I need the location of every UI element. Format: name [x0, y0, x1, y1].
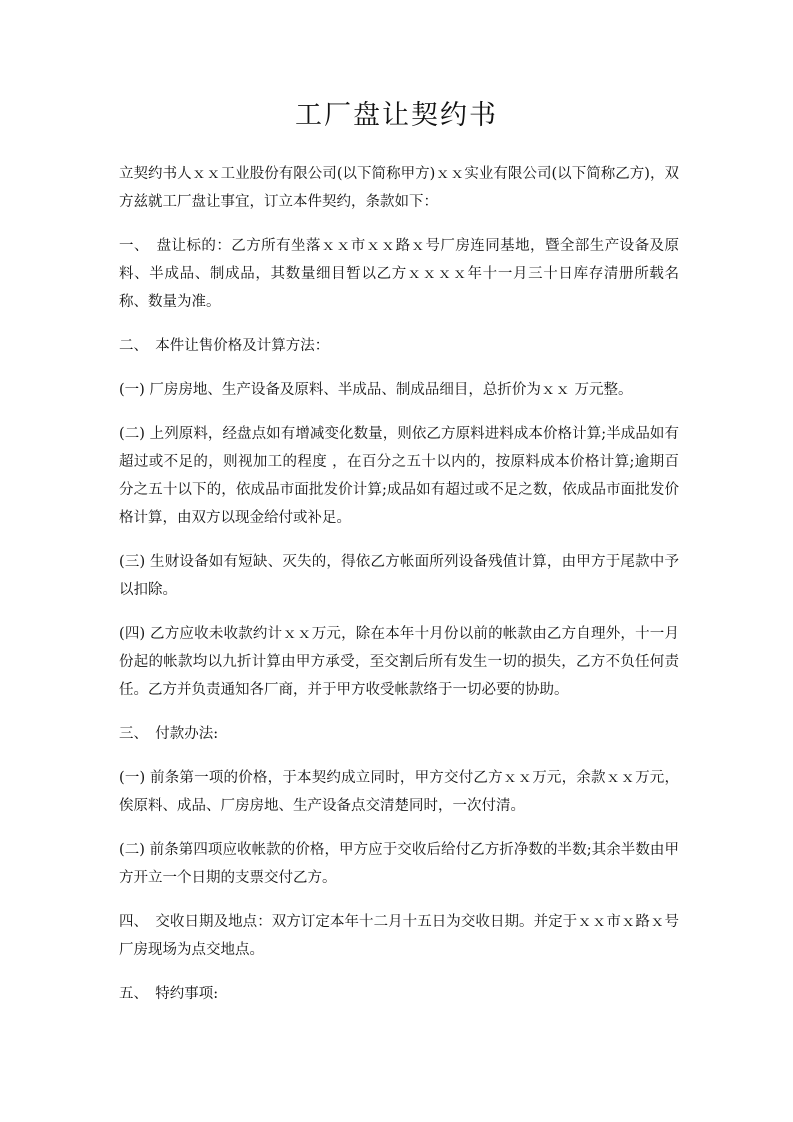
paragraph-clause-2-item-4: (四) 乙方应收未收款约计ｘｘ万元，除在本年十月份以前的帐款由乙方自理外，十一月份起的帐款均以九折计算由甲方承受，至交割后所有发生一切的损失，乙方不负任何责任。乙方并负责通知各厂商，并于甲方收受帐款络于一切必要的协助。: [119, 626, 679, 698]
paragraph-clause-3-item-1: (一) 前条第一项的价格，于本契约成立同时，甲方交付乙方ｘｘ万元，余款ｘｘ万元，俟原料、成品、厂房房地、生产设备点交清楚同时，一次付清。: [119, 770, 679, 814]
document-body: [119, 160, 679, 1024]
paragraph-preamble: 立契约书人ｘｘ工业股份有限公司(以下简称甲方)ｘｘ实业有限公司(以下简称乙方)，双方兹就工厂盘让事宜，订立本件契约，条款如下：: [119, 166, 679, 210]
paragraph-clause-2: 二、 本件让售价格及计算方法：: [119, 338, 330, 354]
paragraph-clause-4: 四、 交收日期及地点：双方订定本年十二月十五日为交收日期。并定于ｘｘ市ｘ路ｘ号厂房现场为点交地点。: [119, 914, 679, 958]
paragraph-clause-2-item-1: (一) 厂房房地、生产设备及原料、半成品、制成品细目，总折价为ｘｘ 万元整。: [119, 382, 633, 398]
document-title: 工厂盘让契约书: [295, 100, 498, 131]
paragraph-clause-2-item-3: (三) 生财设备如有短缺、灭失的，得依乙方帐面所列设备残值计算，由甲方于尾款中予以扣除。: [119, 554, 679, 598]
paragraph-clause-3: 三、 付款办法:: [119, 726, 219, 742]
paragraph-clause-2-item-2: (二) 上列原料，经盘点如有增减变化数量，则依乙方原料进料成本价格计算;半成品如有超过或不足的，则视加工的程度 ，在百分之五十以内的，按原料成本价格计算;逾期百分之五十以下的，依成品市面批发价计算;成品如有超过或不足之数，依成品市面批发价格计算，由双方以现金给付或补足。: [119, 426, 679, 526]
paragraph-clause-3-item-2: (二) 前条第四项应收帐款的价格，甲方应于交收后给付乙方折净数的半数;其余半数由甲方开立一个日期的支票交付乙方。: [119, 842, 679, 886]
paragraph-clause-5: 五、 特约事项:: [119, 986, 219, 1002]
paragraph-clause-1: 一、 盘让标的：乙方所有坐落ｘｘ市ｘｘ路ｘ号厂房连同基地，暨全部生产设备及原料、半成品、制成品，其数量细目暂以乙方ｘｘｘｘ年十一月三十日库存清册所载名称、数量为准。: [119, 238, 679, 310]
